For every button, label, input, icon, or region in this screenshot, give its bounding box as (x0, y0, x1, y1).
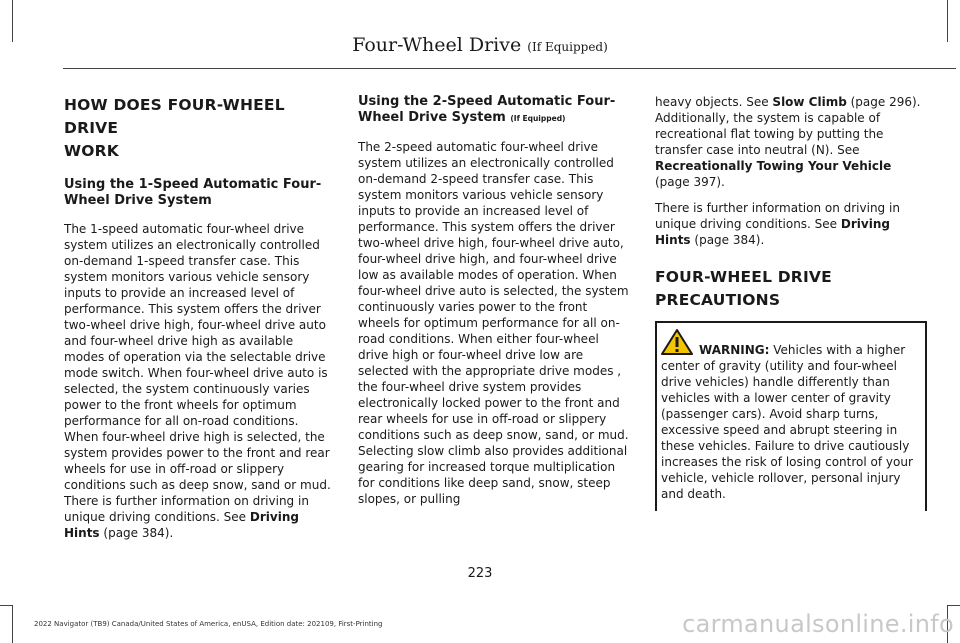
warning-body: Vehicles with a higher center of gravity (utility and four-wheel drive vehicles) handle differently than vehicles with a lower center of gravity (passenger cars). Avoid sharp turns, excessive speed and abrupt steering in these vehicles. Failure to drive cautiously increases the risk of losing control of your vehicle, vehicle rollover, personal injury and death. (661, 343, 913, 501)
warning-label: WARNING: (699, 343, 770, 357)
precautions-heading-line1: FOUR-WHEEL DRIVE (655, 268, 832, 286)
precautions-heading-line2: PRECAUTIONS (655, 291, 781, 309)
crop-mark-bottom-right-h (947, 605, 960, 606)
subheading-2-speed (358, 94, 632, 127)
page-ref: (page 384). (99, 526, 174, 540)
link-driving-hints-2[interactable]: Driving Hints (655, 217, 890, 247)
paragraph-further-info (655, 200, 927, 248)
para2-b: (page 384). (690, 233, 765, 247)
page-header-title (0, 34, 960, 56)
link-driving-hints[interactable]: Driving Hints (64, 510, 299, 540)
header-title-suffix: (If Equipped) (527, 40, 608, 54)
link-recreational-towing[interactable]: Recreationally Towing Your Vehicle (655, 159, 892, 173)
warning-text (661, 342, 923, 502)
section-heading-line2: WORK (64, 142, 120, 160)
paragraph-1-speed-body: The 1-speed automatic four-wheel drive system utilizes an electronically controlled on-demand 1-speed transfer case. This system monitors various vehicle sensory inputs to provide an increased level of performance. This system offers the driver two-wheel drive high, four-wheel drive auto and four-wheel drive high as available modes of operation via the selectable drive mode switch. When four-wheel drive auto is selected, the system continuously varies power to the front wheels for optimum performance for all on-road conditions. When four-wheel drive high is selected, the system provides power to the front and rear wheels for use in off-road or slippery conditions such as deep snow, sand or mud. There is further information on driving in unique driving conditions. See (64, 222, 331, 524)
paragraph-1-speed (64, 221, 336, 541)
crop-mark-bottom-left-h (0, 605, 12, 606)
column-2 (358, 94, 632, 507)
watermark: carmanualsonline.info (682, 610, 954, 638)
footer-edition: 2022 Navigator (TB9) Canada/United States of America, enUSA, Edition date: 202109, First-Printing (34, 620, 383, 628)
column-3 (655, 94, 927, 312)
para2-a: There is further information on driving in unique driving conditions. See (655, 201, 900, 231)
header-title-text: Four-Wheel Drive (352, 34, 522, 56)
subheading-2-speed-text: Using the 2-Speed Automatic Four-Wheel Drive System (358, 94, 616, 125)
header-rule (63, 68, 956, 69)
page-number: 223 (467, 566, 493, 581)
link-slow-climb[interactable]: Slow Climb (772, 95, 847, 109)
column-1 (64, 94, 336, 541)
paragraph-2-speed: The 2-speed automatic four-wheel drive system utilizes an electronically controlled on-demand 2-speed transfer case. This system monitors various vehicle sensory inputs to provide an increased level of performance. This system offers the driver two-wheel drive high, four-wheel drive auto, four-wheel drive high, and four-wheel drive low as available modes of operation. When four-wheel drive auto is selected, the system continuously varies power to the front wheels for optimum performance for all on-road conditions. When either four-wheel drive high or four-wheel drive low are selected with the appropriate drive modes , the four-wheel drive system provides electronically locked power to the front and rear wheels for use in off-road or slippery conditions such as deep snow, sand, or mud. Selecting slow climb also provides additional gearing for increased torque multiplication for conditions like deep sand, snow, steep slopes, or pulling (358, 140, 629, 506)
cont-c: (page 397). (655, 175, 725, 189)
section-heading-line1: HOW DOES FOUR-WHEEL DRIVE (64, 96, 285, 137)
cont-b: (page 296). Additionally, the system is capable of recreational flat towing by putting the transfer case into neutral (N). See (655, 95, 921, 157)
crop-mark-bottom-left-v (12, 605, 13, 643)
paragraph-continued (655, 94, 927, 190)
cont-a: heavy objects. See (655, 95, 773, 109)
subheading-tag: (If Equipped) (510, 114, 566, 123)
subheading-1-speed: Using the 1-Speed Automatic Four-Wheel Drive System (64, 177, 322, 208)
